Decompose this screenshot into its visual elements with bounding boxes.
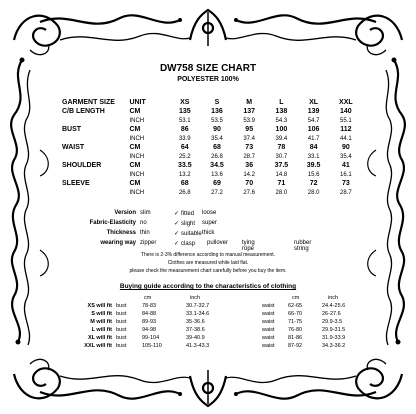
unit-cell: INCH	[129, 171, 145, 178]
measure-label-empty	[62, 117, 129, 126]
fit-size-label: XL will fit	[87, 335, 112, 341]
fit-size-label: S will fit	[91, 311, 112, 317]
value-cell: 27.2	[211, 189, 223, 196]
measure-label-empty	[62, 135, 129, 144]
option-label: suitable	[181, 231, 202, 237]
value-cell: 26.8	[211, 153, 223, 160]
property-option	[174, 230, 202, 237]
option-label: thin	[140, 230, 150, 236]
measure-label-empty	[62, 153, 129, 162]
value-cell: 72	[309, 180, 318, 187]
property-option	[207, 240, 228, 246]
value-cell: 14.2	[243, 171, 256, 178]
value-cell: 137	[243, 108, 256, 115]
measure-row-inch	[62, 171, 362, 180]
fit-cm: 99-104	[142, 335, 160, 341]
property-option	[202, 210, 216, 216]
size-header: L	[279, 99, 284, 106]
fit-inch: 39-40.9	[186, 335, 205, 341]
value-cell: 140	[340, 108, 352, 115]
value-cell: 73	[341, 180, 350, 187]
value-cell: 37.4	[243, 135, 256, 142]
note-line: There is 2-3% difference according to manual measurement.	[140, 252, 276, 258]
fit-inch: 29.9-31.5	[322, 327, 346, 333]
size-header: M	[246, 99, 253, 106]
property-row	[62, 209, 217, 219]
measure-label-empty	[62, 189, 129, 198]
size-header: XL	[309, 99, 319, 106]
fit-part: waist	[262, 319, 275, 325]
property-option	[242, 240, 255, 252]
check-icon: ✓	[174, 211, 180, 217]
measure-row-cm	[62, 143, 362, 153]
property-row	[62, 229, 215, 239]
value-cell: 28.7	[243, 153, 256, 160]
value-cell: 28.0	[275, 189, 288, 196]
fit-inch: 24.4-25.6	[322, 303, 346, 309]
unit-cell: CM	[129, 162, 141, 169]
fit-inch: 35-36.6	[186, 319, 205, 325]
measure-label: BUST	[62, 126, 82, 133]
fit-inch: 31.9-33.9	[322, 335, 346, 341]
option-label: rubber string	[294, 240, 312, 252]
value-cell: 135	[178, 108, 191, 115]
value-cell: 25.2	[178, 153, 191, 160]
property-row	[62, 239, 312, 252]
fit-inch: 30.7-32.7	[186, 303, 210, 309]
value-cell: 69	[213, 180, 221, 187]
fit-cm: 105-110	[142, 343, 162, 349]
property-row	[62, 219, 218, 229]
check-icon: ✓	[174, 231, 180, 237]
value-cell: 37.5	[274, 162, 289, 169]
property-label: wearing way	[100, 240, 136, 246]
size-header: XXL	[339, 99, 353, 106]
option-label: thick	[202, 230, 215, 236]
size-header: S	[214, 99, 220, 106]
measure-row-inch	[62, 135, 362, 144]
inch-header: inch	[190, 295, 201, 301]
fit-cm: 84-88	[142, 311, 157, 317]
measure-label-empty	[62, 171, 129, 180]
fit-inch: 26-27.6	[322, 311, 341, 317]
unit-cell: INCH	[129, 153, 145, 160]
value-cell: 39.4	[275, 135, 288, 142]
value-cell: 55.1	[340, 117, 352, 124]
value-cell: 86	[180, 126, 189, 133]
measure-row-cm	[62, 179, 362, 189]
fit-cm: 78-83	[142, 303, 157, 309]
value-cell: 78	[277, 144, 286, 151]
option-label: loose	[202, 210, 217, 216]
measure-row-inch	[62, 153, 362, 162]
measure-label: SHOULDER	[62, 162, 102, 169]
option-label: no	[140, 220, 147, 226]
unit-cell: CM	[129, 144, 141, 151]
value-cell: 68	[180, 180, 189, 187]
measure-row-cm	[62, 107, 362, 117]
option-label: fitted	[181, 211, 195, 217]
value-cell: 90	[341, 144, 350, 151]
option-label: slim	[140, 210, 151, 216]
option-label: tying rope	[242, 240, 255, 252]
value-cell: 54.7	[307, 117, 320, 124]
value-cell: 54.3	[275, 117, 288, 124]
fit-cm: 71-75	[288, 319, 303, 325]
value-cell: 53.5	[211, 117, 223, 124]
fit-inch: 37-38.6	[186, 327, 205, 333]
property-option	[202, 230, 214, 236]
fit-inch: 33.1-34.6	[186, 311, 210, 317]
value-cell: 36	[245, 162, 254, 169]
note-line: please check the measurement chart carefully before you buy the item.	[129, 268, 287, 274]
value-cell: 90	[213, 126, 221, 133]
fit-part: waist	[262, 303, 275, 309]
check-icon: ✓	[174, 221, 180, 227]
unit-cell: CM	[129, 126, 141, 133]
value-cell: 33.5	[177, 162, 192, 169]
value-cell: 28.7	[340, 189, 352, 196]
fit-size-label: XS will fit	[87, 303, 112, 309]
fit-part: bust	[116, 303, 127, 309]
fit-inch: 34.3-36.2	[322, 343, 346, 349]
value-cell: 139	[307, 108, 320, 115]
check-icon: ✓	[174, 241, 180, 247]
fit-cm: 62-65	[288, 303, 303, 309]
property-option	[174, 220, 195, 227]
value-cell: 84	[309, 144, 318, 151]
value-cell: 64	[180, 144, 189, 151]
note-line: Clothes are measured while laid flat.	[167, 260, 249, 266]
fit-size-label: M will fit	[90, 319, 112, 325]
size-header: XS	[180, 99, 190, 106]
size-table	[62, 98, 362, 197]
property-option	[202, 220, 217, 226]
value-cell: 27.6	[243, 189, 256, 196]
property-option	[174, 240, 195, 247]
garment-size-header: GARMENT SIZE	[62, 99, 115, 106]
material-label: POLYESTER 100%	[177, 76, 239, 83]
value-cell: 70	[245, 180, 254, 187]
value-cell: 73	[245, 144, 254, 151]
value-cell: 34.5	[210, 162, 224, 169]
chart-title: DW758 SIZE CHART	[159, 63, 257, 74]
unit-cell: INCH	[129, 189, 145, 196]
fit-inch: 41.3-43.3	[186, 343, 210, 349]
value-cell: 53.9	[243, 117, 256, 124]
property-option	[140, 230, 150, 236]
fit-part: bust	[116, 319, 127, 325]
value-cell: 35.4	[340, 153, 352, 160]
unit-cell: INCH	[129, 135, 145, 142]
value-cell: 95	[245, 126, 254, 133]
value-cell: 44.1	[340, 135, 352, 142]
value-cell: 136	[211, 108, 223, 115]
fit-size-label: L will fit	[91, 327, 112, 333]
value-cell: 14.8	[275, 171, 288, 178]
fit-part: bust	[116, 311, 127, 317]
value-cell: 16.1	[340, 171, 352, 178]
measure-row-cm	[62, 161, 362, 171]
option-label: clasp	[181, 241, 196, 247]
property-label: Thickness	[106, 230, 136, 236]
value-cell: 28.0	[307, 189, 320, 196]
size-table-header	[62, 98, 362, 107]
measure-row-inch	[62, 189, 362, 198]
value-cell: 100	[275, 126, 288, 133]
unit-header: UNIT	[129, 99, 146, 106]
option-label: zipper	[140, 240, 157, 246]
measure-row-inch	[62, 117, 362, 126]
value-cell: 41	[341, 162, 350, 169]
value-cell: 106	[307, 126, 320, 133]
value-cell: 35.4	[211, 135, 223, 142]
fit-cm: 87-92	[288, 343, 303, 349]
fit-size-label: XXL will fit	[84, 343, 112, 349]
property-label: Version	[114, 210, 136, 216]
fit-part: waist	[262, 343, 275, 349]
measure-row-cm	[62, 125, 362, 135]
option-label: pullover	[207, 240, 229, 246]
fit-inch: 29.9-3.5	[322, 319, 343, 325]
fit-cm: 76-80	[288, 327, 303, 333]
unit-cell: CM	[129, 108, 141, 115]
value-cell: 30.7	[275, 153, 288, 160]
fit-part: bust	[116, 327, 127, 333]
inch-header: inch	[328, 295, 339, 301]
cm-header: cm	[292, 295, 300, 301]
measure-label: C/B LENGTH	[62, 108, 105, 115]
garment-properties	[62, 209, 312, 252]
cm-header: cm	[144, 295, 152, 301]
value-cell: 68	[213, 144, 221, 151]
fit-cm: 94-98	[142, 327, 157, 333]
value-cell: 41.7	[307, 135, 320, 142]
fit-cm: 66-70	[288, 311, 303, 317]
value-cell: 112	[340, 126, 352, 133]
property-label: Fabric-Elasticity	[89, 220, 136, 226]
property-option	[294, 240, 311, 252]
option-label: super	[202, 220, 218, 226]
buying-guide-title: Buying guide according to the characteristics of clothing	[119, 283, 297, 290]
property-option	[140, 240, 156, 246]
property-option	[140, 210, 151, 216]
fit-part: waist	[262, 327, 275, 333]
bust-fit-table	[82, 295, 242, 355]
measure-label: SLEEVE	[62, 180, 90, 187]
waist-fit-table	[262, 295, 372, 355]
fit-part: waist	[262, 335, 275, 341]
fit-part: waist	[262, 311, 275, 317]
value-cell: 13.6	[211, 171, 223, 178]
value-cell: 39.5	[306, 162, 321, 169]
unit-cell: INCH	[129, 117, 145, 124]
property-option	[140, 220, 147, 226]
fit-part: bust	[116, 343, 127, 349]
measure-label: WAIST	[62, 144, 85, 151]
value-cell: 26.8	[178, 189, 191, 196]
fit-cm: 89-93	[142, 319, 157, 325]
value-cell: 33.9	[178, 135, 191, 142]
property-option	[174, 210, 194, 217]
value-cell: 53.1	[178, 117, 191, 124]
value-cell: 138	[275, 108, 288, 115]
unit-cell: CM	[129, 180, 141, 187]
value-cell: 71	[277, 180, 286, 187]
value-cell: 15.6	[307, 171, 320, 178]
fit-cm: 81-86	[288, 335, 303, 341]
value-cell: 33.1	[307, 153, 320, 160]
value-cell: 13.2	[178, 171, 191, 178]
option-label: slight	[181, 221, 196, 227]
fit-part: bust	[116, 335, 127, 341]
